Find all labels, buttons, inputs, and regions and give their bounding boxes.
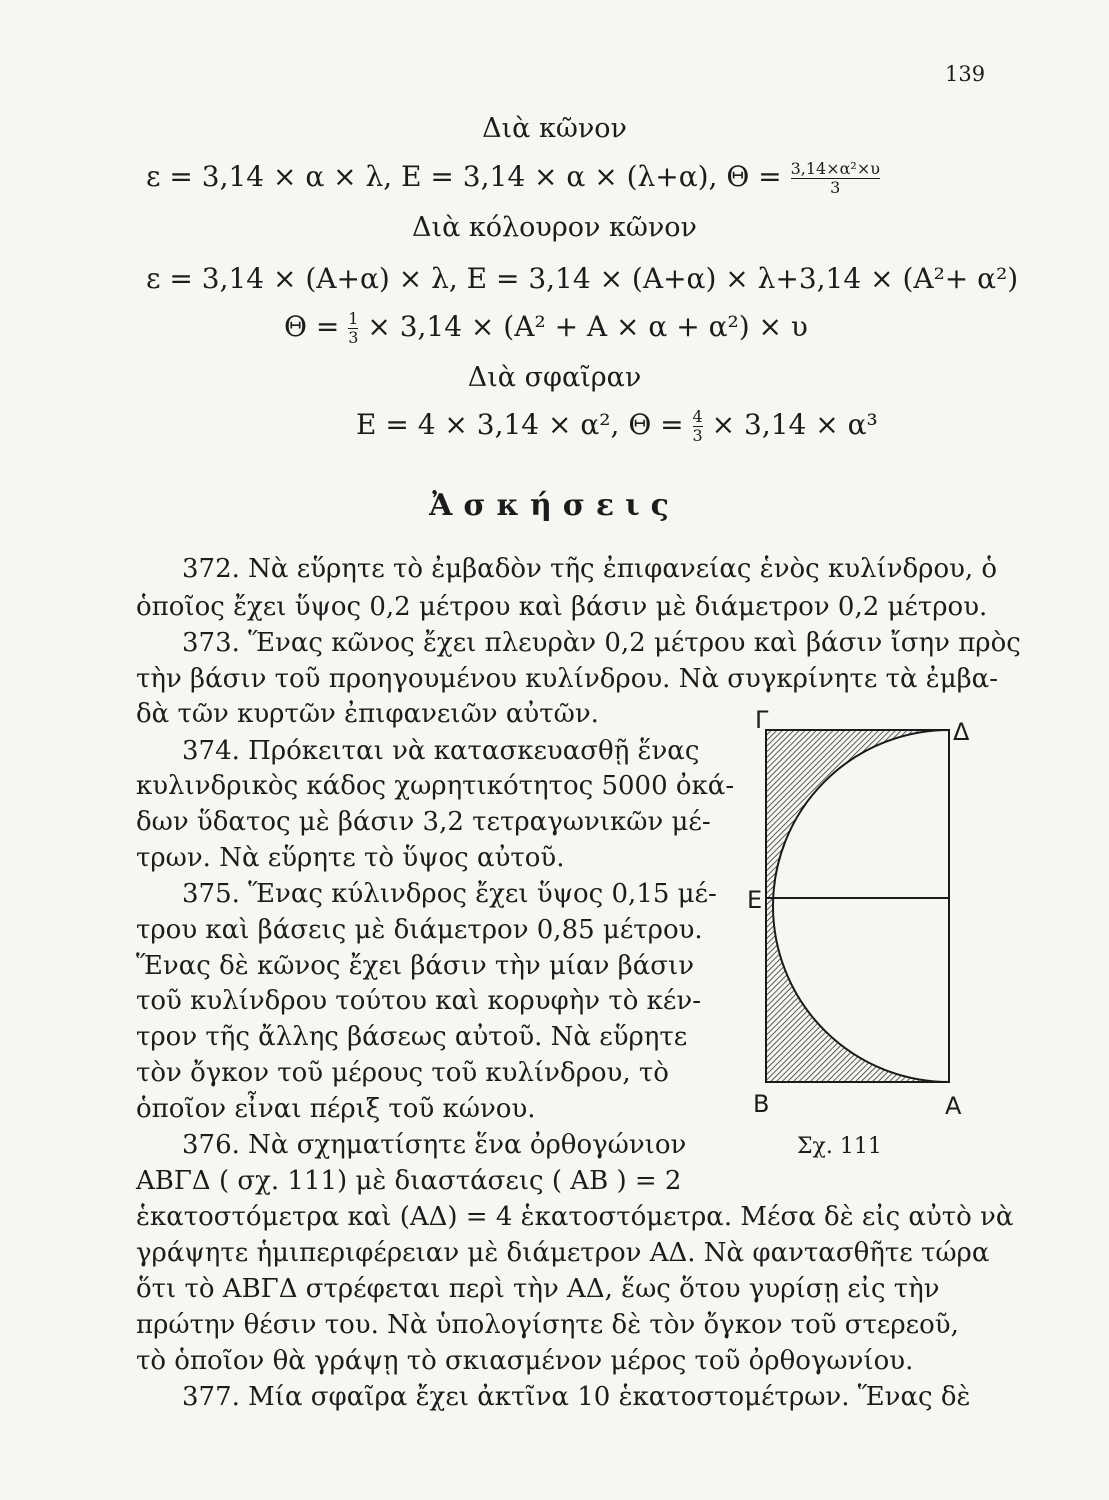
- text-line: δων ὕδατος μὲ βάσιν 3,2 τετραγωνικῶν μέ-: [136, 807, 711, 837]
- text-line: τὸν ὄγκον τοῦ μέρους τοῦ κυλίνδρου, τὸ: [136, 1058, 669, 1088]
- fraction-numerator: 1: [348, 309, 359, 328]
- fraction-numerator: 3,14×α²×υ: [790, 159, 880, 178]
- frustum-fraction: [348, 310, 358, 347]
- fraction-numerator: 4: [692, 407, 703, 426]
- frustum-heading: Διὰ κόλουρον κῶνον: [412, 212, 697, 243]
- cone-formula: [146, 160, 880, 197]
- text-line: πρώτην θέσιν του. Νὰ ὑπολογίσητε δὲ τὸν ὄγκον τοῦ στερεοῦ,: [136, 1310, 959, 1340]
- figure-caption: Σχ. 111: [797, 1134, 882, 1159]
- text-line: 373. Ἕνας κῶνος ἔχει πλευρὰν 0,2 μέτρου καὶ βάσιν ἴσην πρὸς: [182, 628, 1021, 658]
- shaded-region: [766, 730, 949, 1082]
- label-delta: Δ: [953, 718, 970, 746]
- text-line: 376. Νὰ σχηματίσητε ἕνα ὀρθογώνιον: [182, 1130, 687, 1160]
- text-line: τοῦ κυλίνδρου τούτου καὶ κορυφὴν τὸ κέν-: [136, 986, 701, 1016]
- text-line: τὸ ὁποῖον θὰ γράψῃ τὸ σκιασμένον μέρος τοῦ ὀρθογωνίου.: [136, 1346, 914, 1376]
- frustum-formula-line1: ε = 3,14 × (Α+α) × λ, Ε = 3,14 × (Α+α) × λ+3,14 × (Α²+ α²): [146, 262, 1019, 295]
- text-line: ὅτι τὸ ΑΒΓΔ στρέφεται περὶ τὴν ΑΔ, ἕως ὅτου γυρίσῃ εἰς τὴν: [136, 1274, 940, 1304]
- sphere-fraction: [693, 408, 703, 445]
- text-line: 374. Πρόκειται νὰ κατασκευασθῇ ἕνας: [182, 736, 700, 766]
- sphere-heading: Διὰ σφαῖραν: [467, 362, 642, 393]
- text-line: τρον τῆς ἄλλης βάσεως αὐτοῦ. Νὰ εὕρητε: [136, 1022, 688, 1052]
- text-line: τρου καὶ βάσεις μὲ διάμετρον 0,85 μέτρου.: [136, 915, 703, 945]
- label-gamma: Γ: [755, 706, 769, 734]
- text-line: κυλινδρικὸς κάδος χωρητικότητος 5000 ὀκά-: [136, 771, 735, 801]
- text-line: ΑΒΓΔ ( σχ. 111) μὲ διαστάσεις ( ΑΒ ) = 2: [136, 1166, 682, 1196]
- frustum-formula-rest: × 3,14 × (Α² + Α × α + α²) × υ: [367, 310, 808, 343]
- text-line: 375. Ἕνας κύλινδρος ἔχει ὕψος 0,15 μέ-: [182, 879, 717, 909]
- sphere-formula-rest: × 3,14 × α³: [711, 408, 878, 441]
- frustum-formula-prefix: Θ =: [284, 310, 340, 343]
- sphere-formula: [356, 408, 878, 445]
- cone-formula-text: ε = 3,14 × α × λ, Ε = 3,14 × α × (λ+α), Θ =: [146, 160, 782, 193]
- page-number: 139: [945, 62, 986, 86]
- figure-111: [745, 706, 995, 1126]
- label-beta: Β: [753, 1090, 770, 1118]
- exercises-title: Ἀσκήσεις: [429, 488, 680, 523]
- text-line: ὁποῖος ἔχει ὕψος 0,2 μέτρου καὶ βάσιν μὲ διάμετρον 0,2 μέτρου.: [136, 592, 988, 622]
- text-line: τὴν βάσιν τοῦ προηγουμένου κυλίνδρου. Νὰ συγκρίνητε τὰ ἐμβα-: [136, 664, 999, 694]
- text-line: Ἕνας δὲ κῶνος ἔχει βάσιν τὴν μίαν βάσιν: [136, 951, 695, 981]
- fraction-denominator: 3: [791, 178, 880, 197]
- sphere-formula-prefix: Ε = 4 × 3,14 × α², Θ =: [356, 408, 684, 441]
- text-line: 372. Νὰ εὕρητε τὸ ἐμβαδὸν τῆς ἐπιφανείας ἑνὸς κυλίνδρου, ὁ: [182, 554, 998, 584]
- label-alpha: Α: [945, 1092, 962, 1120]
- text-line: γράψητε ἡμιπεριφέρειαν μὲ διάμετρον ΑΔ. Νὰ φαντασθῆτε τώρα: [136, 1238, 990, 1268]
- text-line: ὁποῖον εἶναι πέριξ τοῦ κώνου.: [136, 1094, 536, 1124]
- label-epsilon: Ε: [747, 886, 763, 914]
- text-line: 377. Μία σφαῖρα ἔχει ἀκτῖνα 10 ἑκατοστομέτρων. Ἕνας δὲ: [182, 1382, 971, 1412]
- fraction-denominator: 3: [348, 328, 359, 347]
- frustum-formula-line2: [284, 310, 808, 347]
- text-line: ἑκατοστόμετρα καὶ (ΑΔ) = 4 ἑκατοστόμετρα. Μέσα δὲ εἰς αὐτὸ νὰ: [136, 1202, 1014, 1232]
- text-line: τρων. Νὰ εὕρητε τὸ ὕψος αὐτοῦ.: [136, 843, 565, 873]
- fraction-denominator: 3: [692, 426, 703, 445]
- text-line: δὰ τῶν κυρτῶν ἐπιφανειῶν αὐτῶν.: [136, 699, 599, 729]
- rectangle-semicircle-diagram: [745, 722, 995, 1122]
- cone-heading: Διὰ κῶνον: [482, 113, 627, 144]
- cone-volume-fraction: [791, 160, 880, 197]
